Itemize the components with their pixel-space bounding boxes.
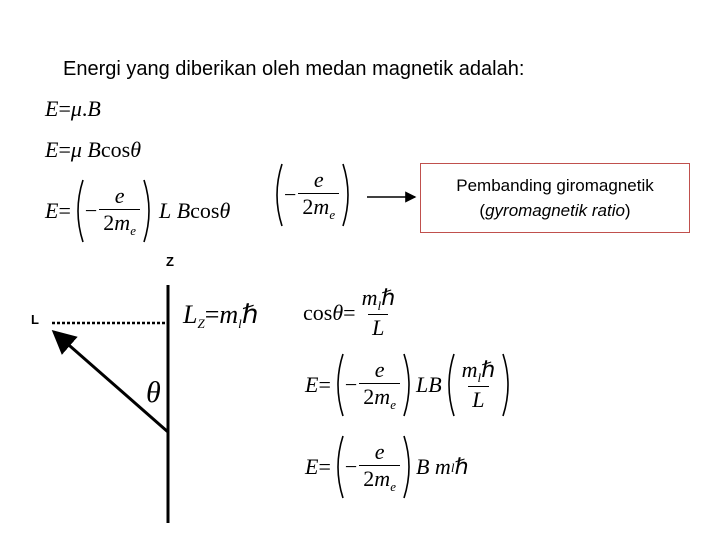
equation-energy-substituted	[305, 350, 515, 420]
eq4-num-sub: l	[477, 370, 482, 385]
box-close-paren: )	[624, 201, 631, 220]
right-paren	[402, 352, 416, 418]
eq1-mu: μ	[70, 96, 82, 121]
equation-energy-final	[305, 432, 468, 502]
theta-angle-label: θ	[146, 376, 161, 409]
eq3-den-var: m	[114, 210, 131, 235]
eq5-lhs: E	[305, 454, 319, 479]
left-paren	[442, 352, 456, 418]
eq4-num-m: m	[461, 357, 478, 382]
lz-l: L	[183, 300, 198, 329]
eq3-theta: θ	[219, 198, 231, 223]
lz-equation	[183, 302, 258, 330]
slide-title: Energi yang diberikan oleh medan magnetik adalah:	[63, 58, 525, 80]
lz-m: m	[219, 300, 239, 329]
z-axis-label: Z	[166, 254, 174, 269]
eq4-equals: =	[318, 372, 331, 397]
lz-sub: Z	[197, 316, 205, 331]
eq4-den-coef: 2	[363, 384, 375, 409]
eq5-den-sub: e	[390, 479, 396, 494]
eq4-ml-fraction	[458, 359, 499, 411]
eq4-fraction	[359, 359, 400, 411]
ratio-minus: −	[284, 182, 297, 207]
eq4-den: L	[468, 386, 488, 411]
lz-hbar: ℏ	[241, 300, 259, 329]
box-line1: Pembanding giromagnetik	[456, 176, 654, 195]
eq4-den-var: m	[374, 384, 391, 409]
eq3-minus: −	[84, 198, 98, 223]
box-italic-text: gyromagnetik ratio	[485, 201, 625, 220]
eq1-lhs: E	[45, 96, 59, 121]
eq4-lb: LB	[415, 372, 442, 397]
box-open-paren: (	[479, 201, 486, 220]
eq3-cos: cos	[190, 198, 220, 223]
eq5-msub: l	[450, 459, 455, 475]
left-paren	[331, 434, 345, 500]
eq3-equals: =	[58, 198, 71, 223]
eq3-b: B	[176, 198, 191, 223]
eq2-equals: =	[58, 137, 71, 162]
cos-theta-equation	[303, 283, 401, 343]
lz-equals: =	[204, 300, 220, 329]
eq5-b: B	[415, 454, 430, 479]
eq5-hbar: ℏ	[454, 454, 469, 479]
eq3-den-coef: 2	[103, 210, 115, 235]
eq1-dot: .	[81, 96, 88, 121]
eq3-num: e	[114, 183, 125, 208]
eq5-m: m	[434, 454, 451, 479]
eq3-l: L	[158, 198, 172, 223]
cos-num-hbar: ℏ	[381, 285, 396, 310]
eq2-theta: θ	[130, 137, 142, 162]
right-paren	[402, 434, 416, 500]
eq5-minus: −	[344, 454, 358, 479]
eq1-equals: =	[58, 96, 71, 121]
eq2-b: B	[87, 137, 101, 162]
eq2-mu: μ	[70, 137, 82, 162]
eq4-num: e	[374, 357, 385, 382]
cos-fraction	[358, 287, 399, 339]
eq2-cos: cos	[100, 137, 131, 162]
ratio-den-sub: e	[329, 207, 336, 222]
cos-num-m: m	[361, 285, 378, 310]
eq4-minus: −	[344, 372, 358, 397]
eq5-fraction	[359, 441, 400, 493]
cos-theta: θ	[332, 300, 344, 325]
ratio-num: e	[313, 167, 324, 192]
cos-num-sub: l	[377, 298, 382, 313]
eq5-den-var: m	[374, 466, 391, 491]
right-paren	[501, 352, 515, 418]
eq4-den-sub: e	[390, 397, 396, 412]
eq4-num-hbar: ℏ	[481, 357, 496, 382]
eq3-lhs: E	[45, 198, 59, 223]
gyromagnetic-ratio-box	[420, 163, 690, 233]
left-paren	[331, 352, 345, 418]
eq3-den-sub: e	[130, 223, 136, 238]
cos-fn: cos	[303, 300, 333, 325]
ratio-den-coef: 2	[302, 194, 314, 219]
cos-den: L	[368, 314, 388, 339]
l-vector-label: L	[31, 312, 39, 327]
eq1-b: B	[87, 96, 101, 121]
eq5-equals: =	[318, 454, 331, 479]
cos-equals: =	[343, 300, 356, 325]
eq5-den-coef: 2	[363, 466, 375, 491]
lz-msub: l	[238, 316, 242, 331]
eq2-lhs: E	[45, 137, 59, 162]
eq5-num: e	[374, 439, 385, 464]
eq4-lhs: E	[305, 372, 319, 397]
ratio-den-var: m	[313, 194, 330, 219]
